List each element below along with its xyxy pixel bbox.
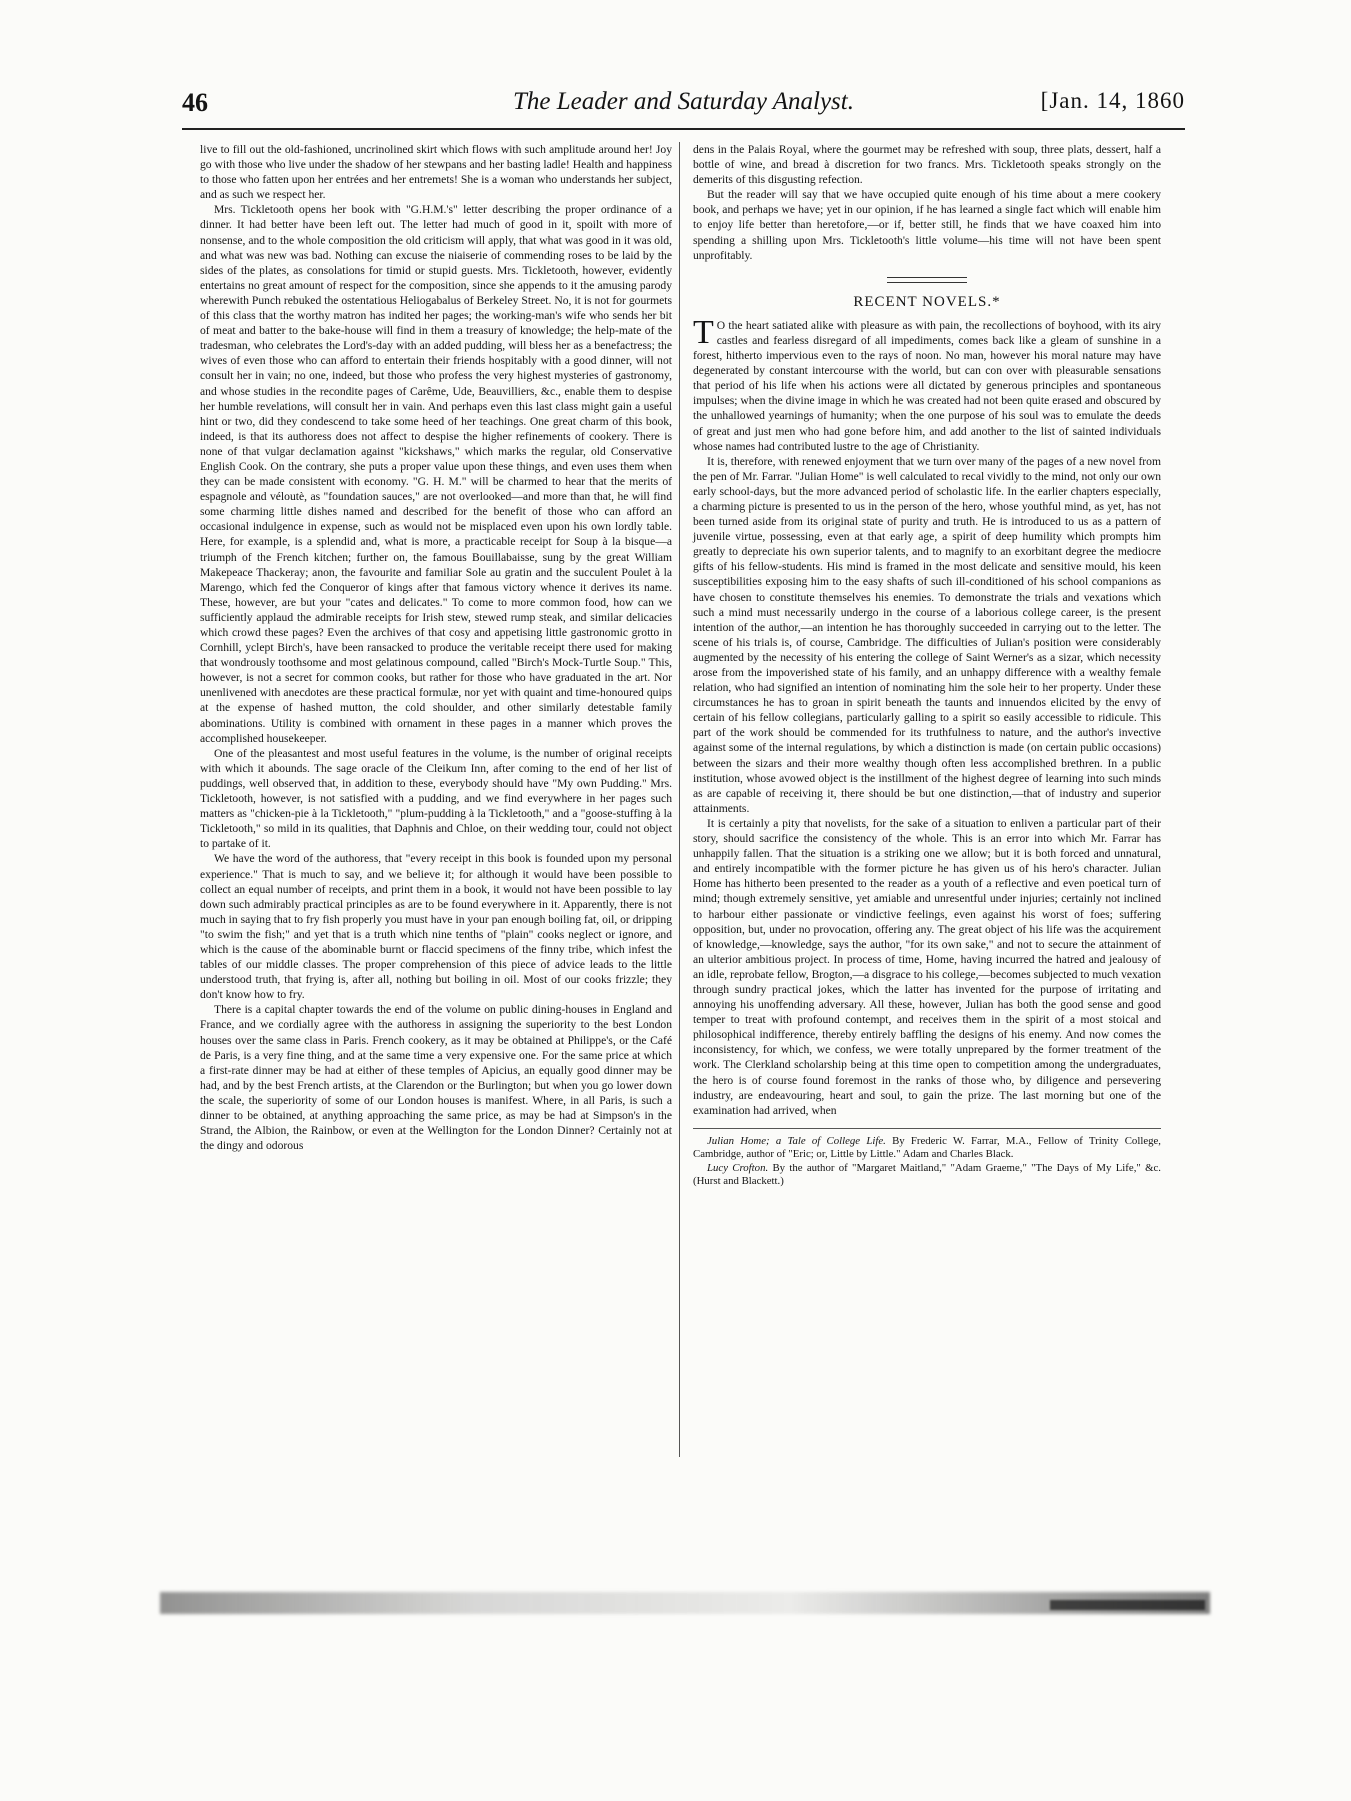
footnote-rule [693,1128,1161,1129]
article-paragraph: dens in the Palais Royal, where the gourmet may be refreshed with soup, three plats, dessert, half a bottle of wine, and bread à discretion for two francs. Mrs. Tickletooth speaks strongly on the demerits of this disgusting refection. [693,143,1161,187]
left-column [200,142,672,1153]
article-paragraph: live to fill out the old-fashioned, uncrinolined skirt which flows with such amplitude around her! Joy go with those who live under the shadow of her stewpans and her basting ladle! Health and happiness to those who fatten upon her entrées and her entremets! She is a woman who understands her subject, and as such we respect her. [200,143,672,202]
article-paragraph: But the reader will say that we have occupied quite enough of his time about a mere cookery book, and perhaps we have; yet in our opinion, if he has learned a single fact which will enable him to enjoy life better than heretofore,—or if, better still, he finds that we have coaxed him into spending a shilling upon Mrs. Tickletooth's little volume—his time will not have been spent unprofitably. [693,188,1161,262]
issue-date: [Jan. 14, 1860 [1040,88,1185,113]
review-opening-paragraph [693,313,1161,454]
page-number: 46 [182,88,208,117]
column-divider [679,142,680,1457]
drop-cap: T [693,313,714,351]
footnote-text: By Frederic W. Farrar, M.A., Fellow of Trinity College, Cambridge, author of "Eric; or, Little by Little." Adam and Charles Black. [693,1134,1161,1161]
footnotes [693,1135,1161,1189]
masthead [182,88,1185,130]
footnote-title: Lucy Crofton. [707,1161,769,1174]
opening-text: O the heart satiated alike with pleasure as with pain, the recollections of boyhood, with its airy castles and fearless disregard of all impediments, comes back like a gleam of sunshine in a forest, hitherto impervious even to the rays of noon. No man, however his moral nature may have degenerated by constant intercourse with the world, but can con over with pleasurable sensations that period of his life when his actions were all dictated by generous principles and spontaneous impulses; when the divine image in which he was created had not been quite erased and obscured by the unhallowed yearnings of humanity; when the one purpose of his soul was to emulate the deeds of great and just men who had gone before him, and add another to the list of sainted individuals whose names had contributed lustre to the age of Christianity. [693,318,1161,453]
footnote-text: By the author of "Margaret Maitland," "Adam Graeme," "The Days of My Life," &c. (Hurst and Blackett.) [693,1161,1161,1188]
article-paragraph: It is certainly a pity that novelists, for the sake of a situation to enliven a particular part of their story, should sacrifice the consistency of the whole. This is an error into which Mr. Farrar has unhappily fallen. That the situation is a striking one we allow; but it is both forced and unnatural, and entirely incompatible with the former picture he has given us of his hero's character. Julian Home has hitherto been presented to the reader as a youth of a reflective and even poetical turn of mind; though extremely sensitive, yet amiable and unresentful under injuries; certainly not inclined to harbour either passionate or vindictive feelings, even against his worst of foes; suffering opposition, but, under no provocation, offering any. The great object of his life was the acquirement of knowledge,—knowledge, says the author, "for its own sake," and not to secure the attainment of an ulterior ambitious project. In process of time, Home, having incurred the hatred and jealousy of an idle, reprobate fellow, Brogton,—a disgrace to his college,—becomes subjected to much vexation through sundry practical jokes, which the latter has invented for the purpose of irritating and annoying his unoffending adversary. All these, however, Julian has both the good sense and good temper to treat with profound contempt, and receives them in the spirit of a most stoical and philosophical indifference, thereby entirely baffling the designs of his enemy. And now comes the inconsistency, for which, we confess, we were totally unprepared by the former treatment of the work. The Clerkland scholarship being at this time open to competition among the undergraduates, the hero is of course found foremost in the ranks of those who, by diligence and persevering industry, are endeavouring, heart and soul, to gain the prize. The last morning but one of the examination had arrived, when [693,816,1161,1117]
article-paragraph: We have the word of the authoress, that "every receipt in this book is founded upon my personal experience." That is much to say, and we believe it; for although it would have been possible to collect an equal number of receipts, and print them in a book, it would not have been possible to lay down such admirably practical principles as are to be found everywhere in it. Apparently, there is not much in saying that to fry fish properly you must have in your pan enough boiling fat, oil, or dripping "to swim the fish;" and yet that is a truth which nine tenths of "plain" cooks neglect or ignore, and which is the cause of the abominable burnt or flaccid specimens of the finny tribe, which infest the tables of our middle classes. The proper comprehension of this piece of advice leads to the little understood truth, that frying is, after all, nothing but boiling in oil. Most of our cooks frizzle; they don't know how to fry. [200,852,672,1002]
journal-title: The Leader and Saturday Analyst. [513,88,854,115]
scan-smudge-dark [1050,1600,1205,1610]
section-break-rule [887,277,967,283]
right-column [693,142,1161,1189]
article-paragraph: One of the pleasantest and most useful features in the volume, is the number of original receipts with which it abounds. The sage oracle of the Cleikum Inn, after coming to the end of her list of puddings, well observed that, in addition to these, everybody should have "My own Pudding." Mrs. Tickletooth, however, is not satisfied with a pudding, and we find everywhere in her pages such matters as "chicken-pie à la Tickletooth," "plum-pudding à la Tickletooth," and a "goose-stuffing à la Tickletooth," so mild in its qualities, that Daphnis and Chloe, on their wedding tour, could not object to partake of it. [200,746,672,851]
article-paragraph: It is, therefore, with renewed enjoyment that we turn over many of the pages of a new novel from the pen of Mr. Farrar. "Julian Home" is well calculated to recal vividly to the mind, not only our own early school-days, but the more advanced period of scholastic life. In the earlier chapters especially, a charming picture is presented to us in the person of the hero, whose youthful mind, as yet, has not been turned aside from its original state of purity and truth. He is introduced to us as a pattern of juvenile virtue, possessing, even at that early age, a spirit of deep humility which prompts him greatly to depreciate his own superior talents, and to magnify to an exorbitant degree the mediocre gifts of his fellow-students. His mind is framed in the most delicate and sensitive mould, his keen susceptibilities exposing him to the easy shafts of such ill-conditioned of his school companions as have chosen to constitute themselves his enemies. To demonstrate the trials and vexations which such a mind must necessarily undergo in the course of a laborious college career, is the present intention of the author,—an intention he has thoroughly succeeded in carrying out to the letter. The scene of his trials is, of course, Cambridge. The difficulties of Julian's position were considerably augmented by the necessity of his entering the college of Saint Werner's as a sizar, which necessity arose from the impoverished state of his family, and an unhappy difference with a wealthy female relation, who had signified an intention of nominating him the sole heir to her property. Under these circumstances he has to groan in spirit beneath the taunts and innuendos elicited by the envy of certain of his fellow collegians, particularly galling to a spirit so easily accessible to ridicule. This part of the work should be commended for its truthfulness to nature, and the author's invective against some of the internal regulations, by which a distinction is made (on certain public occasions) between the sizars and their more wealthy though often less accomplished brethren. In a public institution, whose avowed object is the instillment of the highest degree of learning into such minds as are capable of receiving it, there should be but one distinction,—that of industry and superior attainments. [693,454,1161,815]
footnote [693,1135,1161,1162]
section-heading: RECENT NOVELS.* [853,293,1001,310]
footnote [693,1162,1161,1189]
article-paragraph: There is a capital chapter towards the end of the volume on public dining-houses in England and France, and we cordially agree with the authoress in assigning the superiority to the best London houses over the same class in Paris. French cookery, as it may be obtained at Philippe's, or the Café de Paris, is a very fine thing, and at the same time a very expensive one. For the same price at which a first-rate dinner may be had at either of these temples of Apicius, an equally good dinner may be had, and by the best French artists, at the Clarendon or the Burlington; but when you go lower down the scale, the superiority of some of our London houses is manifest. Where, in all Paris, is such a dinner to be obtained, at anything approaching the same price, as may be had at Simpson's in the Strand, the Albion, the Rainbow, or even at the Wellington for the London Dinner? Certainly not at the dingy and odorous [200,1003,672,1153]
footnote-title: Julian Home; a Tale of College Life. [707,1134,886,1147]
article-paragraph: Mrs. Tickletooth opens her book with "G.H.M.'s" letter describing the proper ordinance of a dinner. It had better have been left out. The letter had much of good in it, spoilt with more of nonsense, and to the whole composition the old criticism will apply, that what was good in it was old, and what was new was bad. Nothing can excuse the niaiserie of commending roses to be laid by the sides of the plates, as consolations for timid or stupid guests. Mrs. Tickletooth, however, evidently entertains no great amount of respect for the composition, since she appends to it the amusing parody wherewith Punch rebuked the ostentatious Heliogabalus of Berkeley Street. No, it is not for gourmets of this class that the worthy matron has indited her pages; the working-man's wife who sends her bit of meat and batter to the bake-house will find in them a treasury of knowledge; the help-mate of the tradesman, who celebrates the Lord's-day with an added pudding, will bless her as a benefactress; the wives of even those who can afford to entertain their friends hospitably with a good dinner, will not consult her in vain; no one, indeed, but those who profess the very highest mysteries of gastronomy, and whose studies in the recondite pages of Carême, Ude, Beauvilliers, &c., enable them to despise her humble revelations, will consult her in vain. And perhaps even this last class might gain a useful hint or two, did they condescend to take some heed of her teachings. One great charm of this book, indeed, is that its authoress does not affect to despise the higher refinements of cookery. There is none of that vulgar declamation against "kickshaws," which marks the regular, old Conservative English Cook. On the contrary, she puts a proper value upon these things, and even uses them when they can be made consistent with economy. "G. H. M." will be charmed to hear that the merits of espagnole and véloutè, as "foundation sauces," are not overlooked—and more than that, he will find some charming little dishes named and described for the benefit of those who can afford an occasional indulgence in expense, such as would not be misplaced even upon his own lordly table. Here, for example, is a splendid and, what is more, a practicable receipt for Soup à la bisque—a triumph of the French kitchen; further on, the famous Bouillabaisse, sung by the great William Makepeace Thackeray; anon, the favourite and familiar Sole au gratin and the succulent Poulet à la Marengo, which fed the Conqueror of kings after that famous victory whence it derives its name. These, however, are but your "cates and delicates." To come to more common food, how can we sufficiently applaud the admirable receipts for Irish stew, stewed rump steak, and similar delicacies which crowd these pages? Even the archives of that cosy and appetising little gastronomic grotto in Cornhill, yclept Birch's, have been ransacked to produce the veritable receipt there used for making that wondrously toothsome and most gelatinous compound, called "Birch's Mock-Turtle Soup." This, however, is not a secret for common cooks, but rather for those who have graduated in the art. Nor unenlivened with anecdotes are these practical formulæ, nor yet with quaint and time-honoured quips at the expense of hashed mutton, the cold shoulder, and other similarly detestable family abominations. Utility is combined with ornament in these pages in a manner which proves the accomplished housekeeper. [200,203,672,745]
